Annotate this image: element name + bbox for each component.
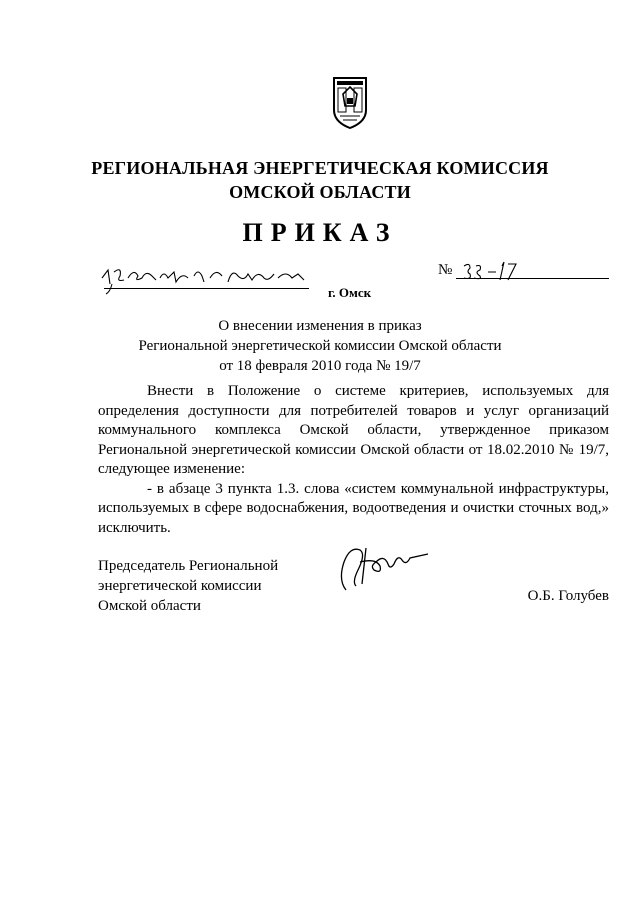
position-line2: энергетической комиссии <box>98 578 262 594</box>
document-title: ПРИКАЗ <box>242 218 398 247</box>
handwritten-number <box>460 258 520 286</box>
order-subject <box>0 316 640 376</box>
city-label: г. Омск <box>328 285 372 300</box>
number-label: № <box>438 262 453 278</box>
date-underline <box>104 288 309 289</box>
signatory-name: О.Б. Голубев <box>527 588 609 604</box>
position-line1: Председатель Региональной <box>98 558 279 574</box>
coat-of-arms-icon <box>329 72 371 130</box>
subject-line2: Региональной энергетической комиссии Омской области <box>138 338 502 354</box>
subject-line1: О внесении изменения в приказ <box>218 318 422 334</box>
handwritten-date <box>98 262 313 296</box>
position-line3: Омской области <box>98 598 201 614</box>
organization-name-line2: ОМСКОЙ ОБЛАСТИ <box>229 182 411 202</box>
body-paragraph-2: - в абзаце 3 пункта 1.3. слова «систем коммунальной инфраструктуры, используемых в сфере водоснабжения, водоотведения и очистки сточных вод,» исключить. <box>98 480 609 536</box>
number-underline <box>456 278 609 279</box>
subject-line3: от 18 февраля 2010 года № 19/7 <box>219 358 421 374</box>
order-body <box>98 382 609 538</box>
signatory-position <box>98 556 278 616</box>
organization-name-line1: РЕГИОНАЛЬНАЯ ЭНЕРГЕТИЧЕСКАЯ КОМИССИЯ <box>91 158 549 178</box>
body-paragraph-1: Внести в Положение о системе критериев, используемых для определения доступности для потребителей товаров и услуг организаций коммунального комплекса Омской области, утвержденное приказом Региональной энергетической комиссии Омской области от 18.02.2010 № 19/7, следующее изменение: <box>98 383 609 477</box>
